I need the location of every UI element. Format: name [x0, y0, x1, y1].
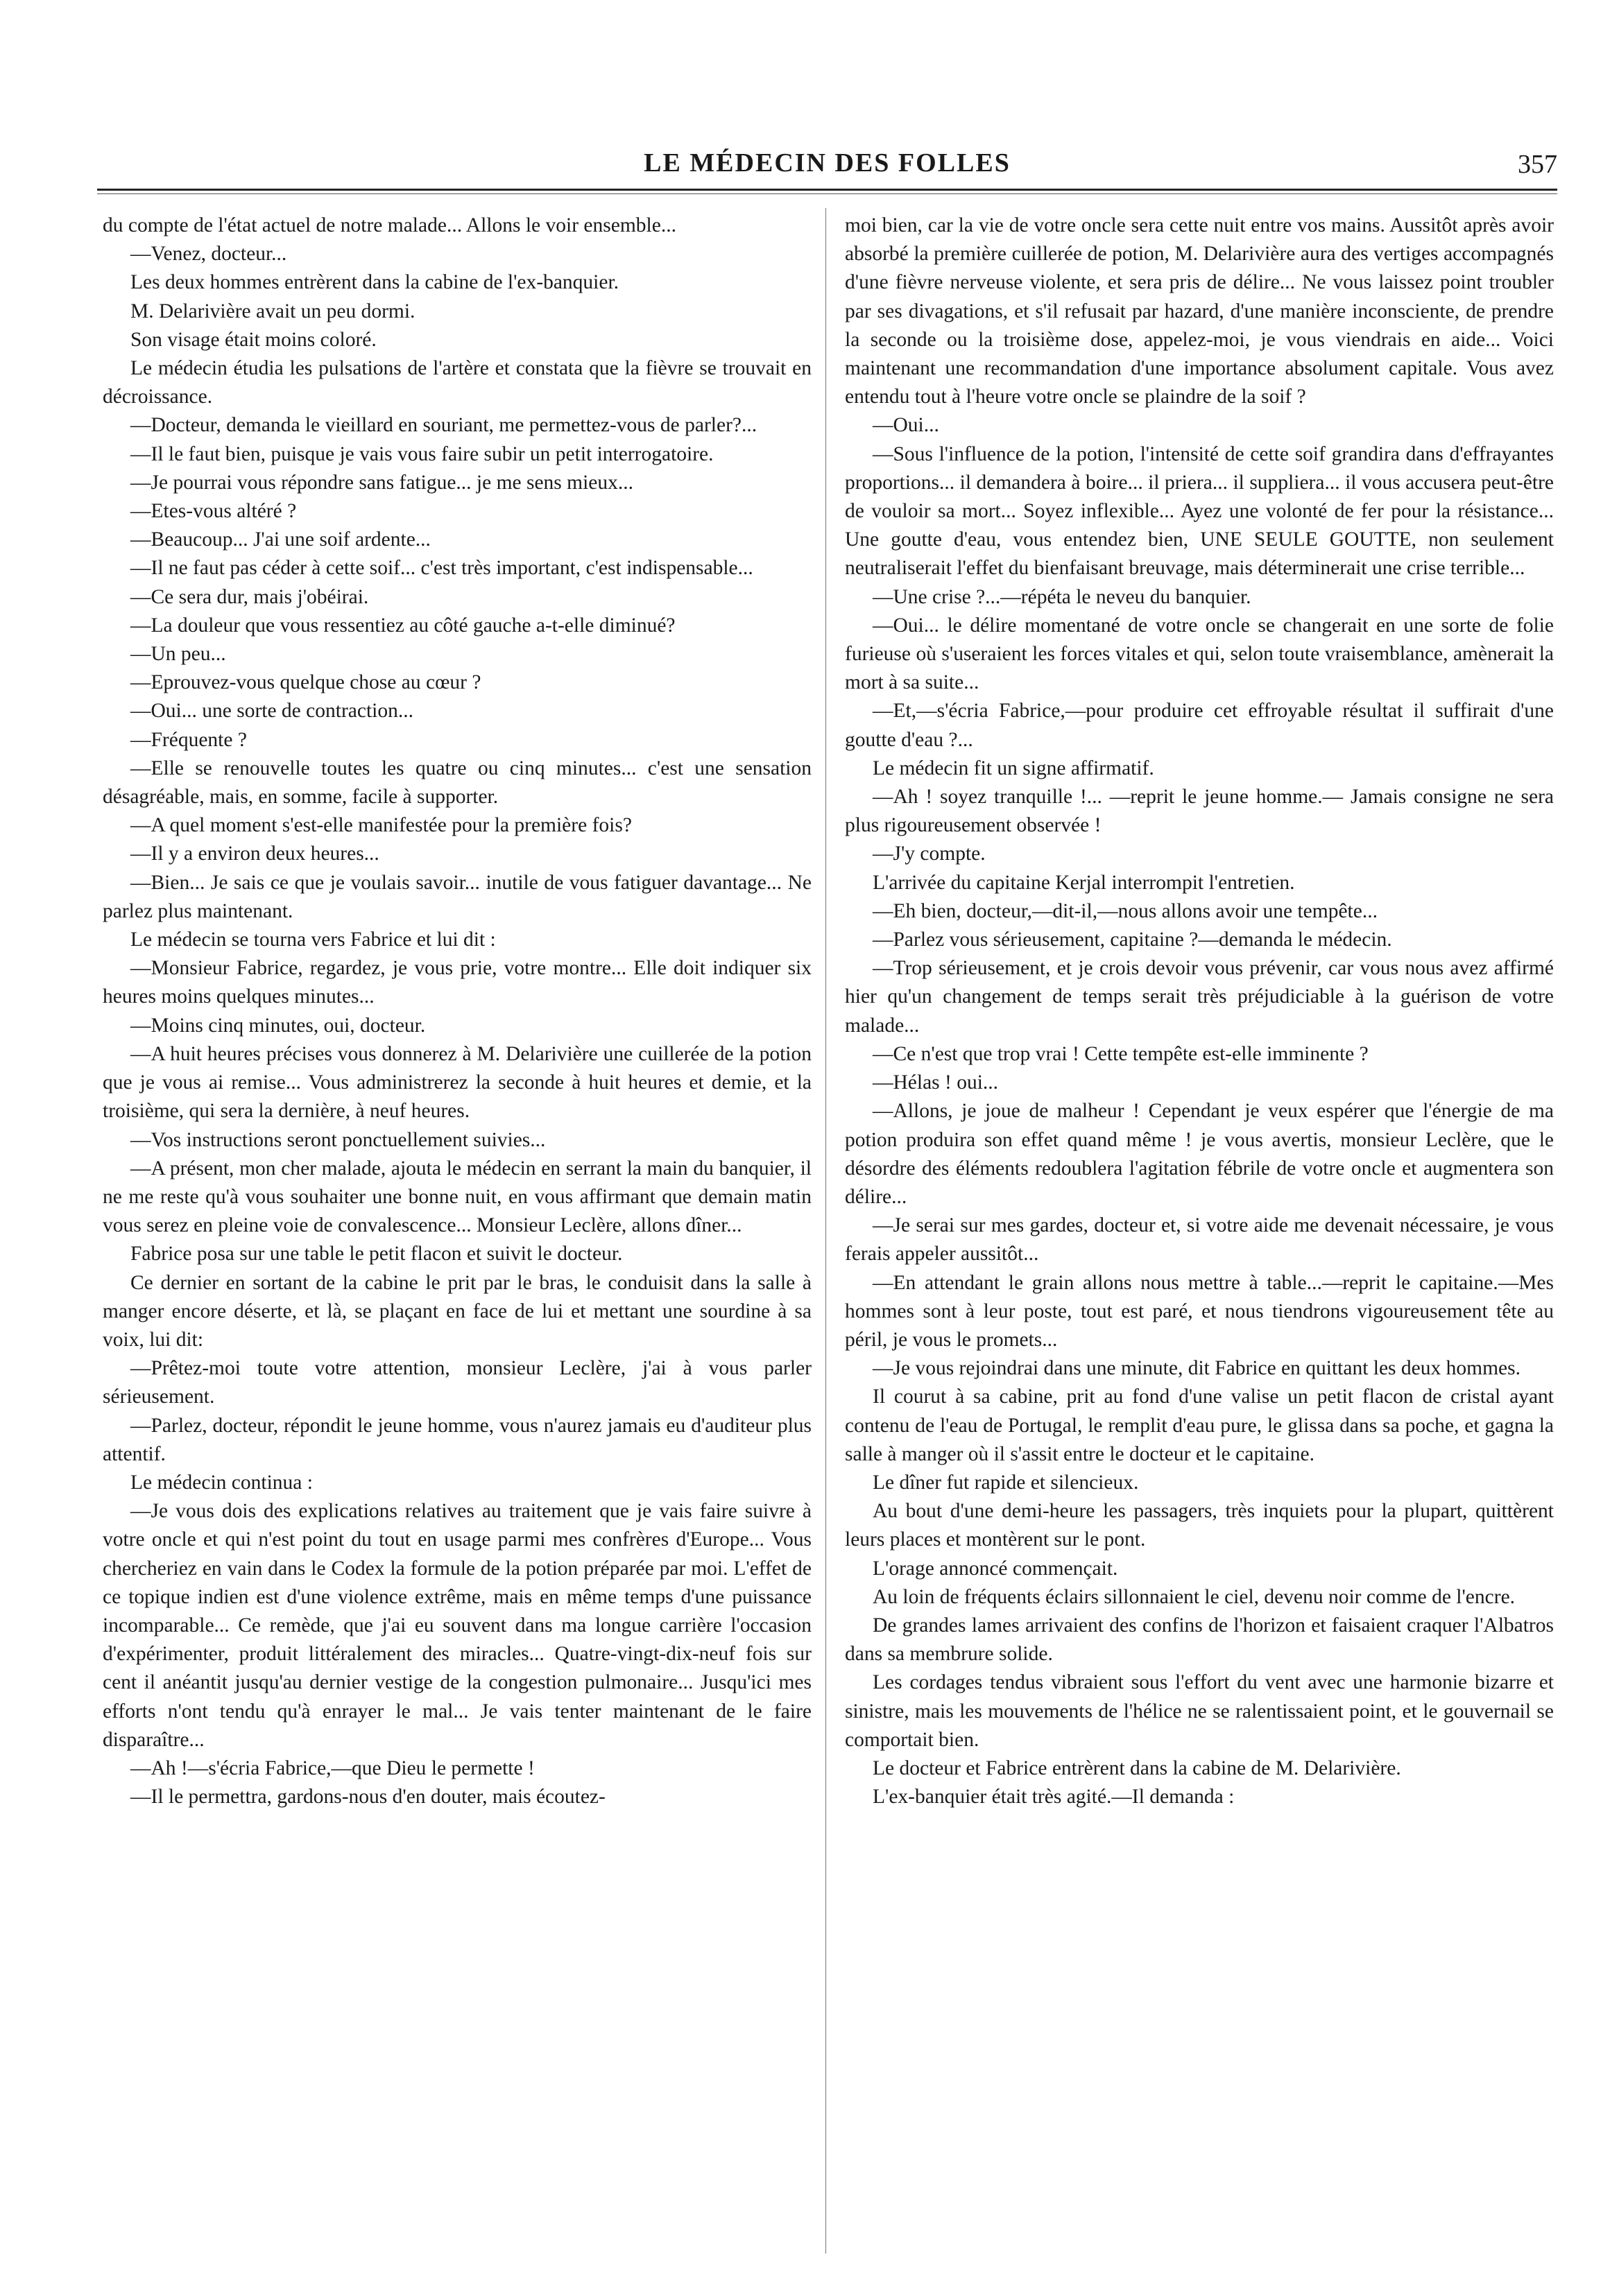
paragraph: —La douleur que vous ressentiez au côté gauche a-t-elle diminué? [130, 614, 676, 637]
paragraph: —Oui... [873, 414, 939, 437]
right-column [845, 212, 1554, 2257]
paragraph: —Prêtez-moi toute votre attention, monsieur Leclère, j'ai à vous parler sérieusement. [103, 1357, 812, 1408]
paragraph: Fabrice posa sur une table le petit flacon et suivit le docteur. [130, 1243, 623, 1266]
paragraph: —Une crise ?...—répéta le neveu du banquier. [873, 585, 1251, 608]
paragraph: —A présent, mon cher malade, ajouta le médecin en serrant la main du banquier, il ne me reste qu'à vous souhaiter une bonne nuit, en vous affirmant que demain matin vous serez en pleine voie de convalescence... Monsieur Leclère, allons dîner... [103, 1157, 812, 1237]
paragraph: —Parlez, docteur, répondit le jeune homme, vous n'aurez jamais eu d'auditeur plus attentif. [103, 1414, 812, 1465]
header-rule-thin [97, 193, 1557, 194]
paragraph: Les cordages tendus vibraient sous l'effort du vent avec une harmonie bizarre et sinistre, mais les mouvements de l'hélice ne se ralentissaient point, et le gouvernail se comportait bien. [845, 1671, 1554, 1751]
paragraph: —Vos instructions seront ponctuellement suivies... [130, 1128, 546, 1151]
paragraph: —Ah !—s'écria Fabrice,—que Dieu le permette ! [130, 1756, 535, 1779]
paragraph: —Docteur, demanda le vieillard en souriant, me permettez-vous de parler?... [130, 414, 757, 437]
paragraph: —Fréquente ? [130, 728, 247, 751]
paragraph: —Je pourrai vous répondre sans fatigue... je me sens mieux... [130, 471, 634, 494]
paragraph: M. Delarivière avait un peu dormi. [130, 300, 416, 322]
paragraph: du compte de l'état actuel de notre malade... Allons le voir ensemble... [103, 214, 676, 236]
paragraph: Le médecin se tourna vers Fabrice et lui dit : [130, 929, 496, 951]
paragraph: —Il y a environ deux heures... [130, 843, 379, 865]
paragraph: L'orage annoncé commençait. [873, 1557, 1118, 1580]
paragraph: —Parlez vous sérieusement, capitaine ?—demanda le médecin. [873, 929, 1392, 951]
paragraph: Le médecin continua : [130, 1471, 313, 1494]
paragraph: —Venez, docteur... [130, 243, 287, 266]
paragraph: —Ah ! soyez tranquille !... —reprit le jeune homme.— Jamais consigne ne sera plus rigoureusement observée ! [845, 786, 1554, 837]
running-title: LE MÉDECIN DES FOLLES [644, 148, 1011, 178]
page-number: 357 [1518, 150, 1557, 179]
paragraph: —Oui... le délire momentané de votre oncle se changerait en une sorte de folie furieuse où s'useraient les forces vitales et qui, selon toute vraisemblance, amènerait la mort à sa suite... [845, 614, 1554, 694]
paragraph: —Moins cinq minutes, oui, docteur. [130, 1014, 426, 1037]
paragraph: —Je vous dois des explications relatives au traitement que je vais faire suivre à votre oncle et qui n'est point du tout en usage parmi mes confrères d'Europe... Vous chercheriez en vain dans le Codex la formule de la potion préparée par moi. L'effet de ce topique indien est d'une violence extrême, mais en même temps d'une puissance incomparable... Ce remède, que j'ai eu souvent dans ma longue carrière l'occasion d'expérimenter, produit littéralement des miracles... Quatre-vingt-dix-neuf fois sur cent il anéantit jusqu'au dernier vestige de la congestion pulmonaire... Jusqu'ici mes efforts n'ont tendu qu'à enrayer le mal... Je vais tenter maintenant de le faire disparaître... [103, 1500, 812, 1751]
paragraph: L'arrivée du capitaine Kerjal interrompit l'entretien. [873, 871, 1295, 894]
paragraph: —Monsieur Fabrice, regardez, je vous prie, votre montre... Elle doit indiquer six heures moins quelques minutes... [103, 957, 812, 1008]
paragraph: Le médecin fit un signe affirmatif. [873, 757, 1154, 779]
paragraph: Ce dernier en sortant de la cabine le prit par le bras, le conduisit dans la salle à manger encore déserte, et là, se plaçant en face de lui et mettant une sourdine à sa voix, lui dit: [103, 1271, 812, 1351]
paragraph: —Etes-vous altéré ? [130, 500, 297, 523]
paragraph: —A huit heures précises vous donnerez à M. Delarivière une cuillerée de la potion que je vous ai remise... Vous administrerez la seconde à huit heures et demie, et la troisième, qui sera la dernière, à neuf heures. [103, 1042, 812, 1123]
paragraph: Le dîner fut rapide et silencieux. [873, 1471, 1139, 1494]
paragraph: —Oui... une sorte de contraction... [130, 700, 413, 723]
paragraph: —Elle se renouvelle toutes les quatre ou cinq minutes... c'est une sensation désagréable, mais, en somme, facile à supporter. [103, 757, 812, 809]
paragraph: —Beaucoup... J'ai une soif ardente... [130, 528, 431, 551]
paragraph: —Ce sera dur, mais j'obéirai. [130, 585, 369, 608]
paragraph: —Sous l'influence de la potion, l'intensité de cette soif grandira dans d'effrayantes proportions... il demandera à boire... il priera... il suppliera... il vous accusera peut-être de vouloir sa mort... Soyez inflexible... Ayez une volonté de fer pour la résistance... Une goutte d'eau, vous entendez bien, UNE SEULE GOUTTE, non seulement neutraliserait l'effet du bienfaisant breuvage, mais déterminerait une crise terrible... [845, 442, 1554, 580]
paragraph: —Eprouvez-vous quelque chose au cœur ? [130, 671, 481, 694]
column-divider [825, 208, 826, 2254]
paragraph: —Je vous rejoindrai dans une minute, dit Fabrice en quittant les deux hommes. [873, 1357, 1521, 1380]
paragraph: —Ce n'est que trop vrai ! Cette tempête est-elle imminente ? [873, 1042, 1369, 1065]
paragraph: Son visage était moins coloré. [130, 328, 377, 351]
paragraph: —Il ne faut pas céder à cette soif... c'est très important, c'est indispensable... [130, 557, 753, 580]
paragraph: —Il le permettra, gardons-nous d'en douter, mais écoutez- [130, 1786, 606, 1809]
paragraph: —Hélas ! oui... [873, 1071, 999, 1094]
running-header [97, 142, 1557, 191]
paragraph: Il courut à sa cabine, prit au fond d'une valise un petit flacon de cristal ayant contenu de l'eau de Portugal, le remplit d'eau pure, le glissa dans sa poche, et gagna la salle à manger où il s'assit entre le docteur et le capitaine. [845, 1386, 1554, 1465]
paragraph: —En attendant le grain allons nous mettre à table...—reprit le capitaine.—Mes hommes sont à leur poste, tout est paré, et nous tiendrons vigoureusement tête au péril, je vous le promets... [845, 1271, 1554, 1351]
paragraph: Au bout d'une demi-heure les passagers, très inquiets pour la plupart, quittèrent leurs places et montèrent sur le pont. [845, 1500, 1554, 1551]
paragraph: Le docteur et Fabrice entrèrent dans la cabine de M. Delarivière. [873, 1756, 1401, 1779]
paragraph: —Bien... Je sais ce que je voulais savoir... inutile de vous fatiguer davantage... Ne parlez plus maintenant. [103, 871, 812, 922]
paragraph: —Allons, je joue de malheur ! Cependant je veux espérer que l'énergie de ma potion produira son effet quand même ! je vous avertis, monsieur Leclère, que le désordre des éléments redoublera l'agitation fébrile de votre oncle et augmentera son délire... [845, 1100, 1554, 1208]
paragraph: —Un peu... [130, 643, 226, 666]
header-rule [97, 189, 1557, 191]
paragraph: L'ex-banquier était très agité.—Il demanda : [873, 1786, 1235, 1809]
paragraph: Au loin de fréquents éclairs sillonnaient le ciel, devenu noir comme de l'encre. [873, 1585, 1516, 1608]
paragraph: —J'y compte. [873, 843, 986, 865]
paragraph: —Je serai sur mes gardes, docteur et, si votre aide me devenait nécessaire, je vous ferais appeler aussitôt... [845, 1214, 1554, 1266]
paragraph: De grandes lames arrivaient des confins de l'horizon et faisaient craquer l'Albatros dans sa membrure solide. [845, 1614, 1554, 1666]
paragraph: —Il le faut bien, puisque je vais vous faire subir un petit interrogatoire. [130, 442, 714, 465]
paragraph: Les deux hommes entrèrent dans la cabine de l'ex-banquier. [130, 271, 619, 294]
paragraph: —Eh bien, docteur,—dit-il,—nous allons avoir une tempête... [873, 899, 1378, 922]
left-column [103, 212, 812, 2257]
paragraph: moi bien, car la vie de votre oncle sera cette nuit entre vos mains. Aussitôt après avoir absorbé la première cuillerée de potion, M. Delarivière aura des vertiges accompagnés d'une fièvre nerveuse violente, et sera pris de délire... Ne vous laissez point troubler par ses divagations, et s'il refusait par hazard, d'une manière inconsciente, de prendre la seconde ou la troisième dose, appelez-moi, je vous viendrais en aide... Voici maintenant une recommandation d'une importance absolument capitale. Vous avez entendu tout à l'heure votre oncle se plaindre de la soif ? [845, 214, 1554, 408]
paragraph: —Trop sérieusement, et je crois devoir vous prévenir, car vous nous avez affirmé hier qu'un changement de temps serait très préjudiciable à la guérison de votre malade... [845, 957, 1554, 1037]
paragraph: —Et,—s'écria Fabrice,—pour produire cet effroyable résultat il suffirait d'une goutte d'eau ?... [845, 700, 1554, 751]
paragraph: Le médecin étudia les pulsations de l'artère et constata que la fièvre se trouvait en décroissance. [103, 357, 812, 408]
paragraph: —A quel moment s'est-elle manifestée pour la première fois? [130, 814, 632, 837]
